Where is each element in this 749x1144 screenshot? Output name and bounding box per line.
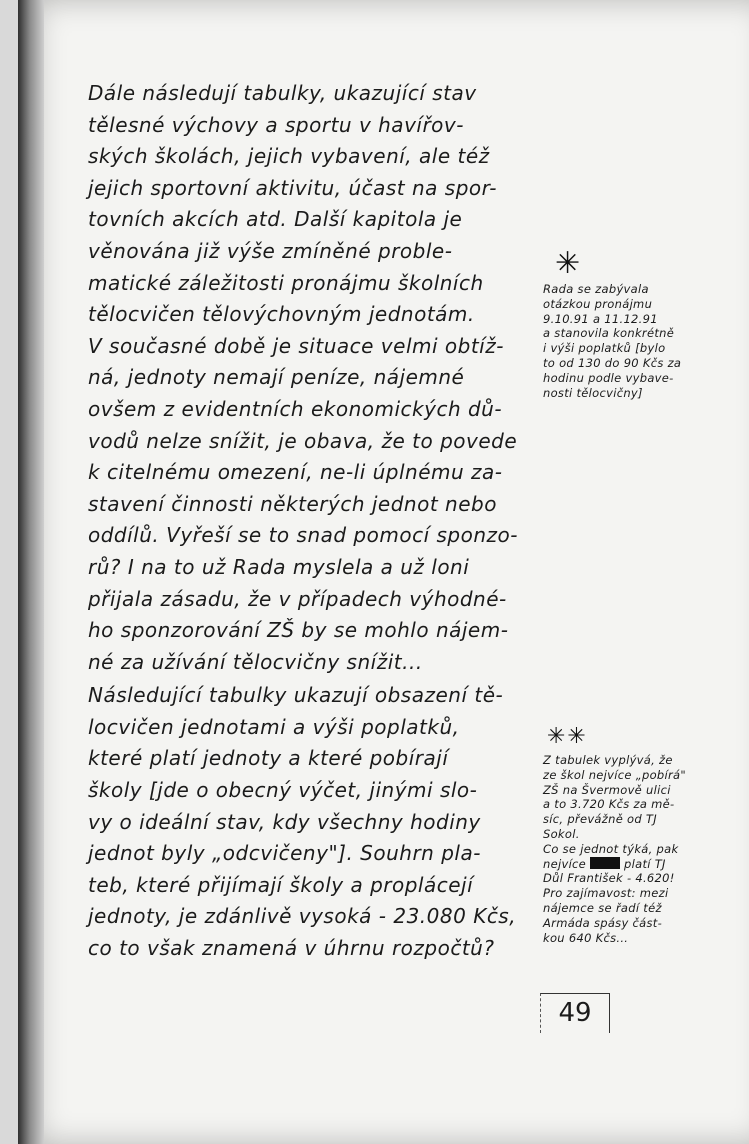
side-note-2-redacted-line <box>543 857 733 872</box>
main-paragraph1-line: tělesné výchovy a sportu v havířov- <box>88 112 464 137</box>
side-note-2 <box>543 725 733 945</box>
note1-lines-line: Rada se zabývala <box>543 282 649 296</box>
note1-lines-line: 9.10.91 a 11.12.91 <box>543 311 658 326</box>
note2-lines_after-line: Důl František - 4.620! <box>543 871 675 886</box>
note2-lines_before-line: Z tabulek vyplývá, že <box>543 753 673 767</box>
main-paragraph1-line: tovních akcích atd. Další kapitola je <box>88 207 463 232</box>
note2-lines_before-line: a to 3.720 Kčs za mě- <box>543 797 675 812</box>
note2-lines_before-line: Co se jednot týká, pak <box>543 841 679 856</box>
note1-lines-line: nosti tělocvičny] <box>543 385 643 400</box>
main-paragraph2-line: které platí jednoty a které pobírají <box>88 746 449 771</box>
note2-lines_before-line: síc, převážně od TJ <box>543 812 657 827</box>
main-paragraph2-line: locvičen jednotami a výši poplatků, <box>88 714 460 739</box>
main-paragraph2-line: Následující tabulky ukazují obsazení tě- <box>88 683 504 708</box>
main-paragraph1-line: rů? I na to už Rada myslela a už loni <box>88 554 470 579</box>
main-paragraph2-line: teb, které přijímají školy a proplácejí <box>88 872 474 897</box>
main-paragraph1-line: ovšem z evidentních ekonomických dů- <box>88 396 503 421</box>
main-paragraph1-line: matické záležitosti pronájmu školních <box>88 270 484 295</box>
note2-lines_before-line: Sokol. <box>543 826 580 841</box>
main-paragraph2-line: jednoty, je zdánlivě vysoká - 23.080 Kčs, <box>88 904 517 929</box>
main-paragraph1-line: jejich sportovní aktivitu, účast na spor- <box>88 175 497 200</box>
main-paragraph1-line: vodů nelze snížit, je obava, že to povede <box>88 428 518 453</box>
redacted-line-start: nejvíce <box>543 856 587 871</box>
page-number-text: 49 <box>558 998 592 1028</box>
paragraph-2 <box>88 680 528 964</box>
asterisk-mark: ✳ <box>555 246 581 281</box>
main-paragraph2-line: vy o ideální stav, kdy všechny hodiny <box>88 809 481 834</box>
note2-lines_after-line: kou 640 Kčs... <box>543 930 629 945</box>
main-paragraph2-line: co to však znamená v úhrnu rozpočtů? <box>88 936 495 961</box>
note2-lines_before-line: ze škol nejvíce „pobírá" <box>543 767 686 782</box>
main-paragraph1-line: přijala zásadu, že v případech výhodné- <box>88 586 507 611</box>
note2-lines_after-line: nájemce se řadí též <box>543 900 662 915</box>
main-paragraph1-line: né za užívání tělocvičny snížit... <box>88 649 423 674</box>
double-asterisk-mark: ✳✳ <box>547 724 588 749</box>
main-paragraph1-line: ná, jednoty nemají peníze, nájemné <box>88 365 465 390</box>
side-note-2-text-before <box>543 753 733 857</box>
main-paragraph1-line: věnována již výše zmíněné proble- <box>88 238 453 263</box>
note2-lines_after-line: Pro zajímavost: mezi <box>543 886 669 901</box>
main-text <box>88 78 528 965</box>
main-paragraph1-line: Dále následují tabulky, ukazující stav <box>88 81 477 105</box>
note1-lines-line: to od 130 do 90 Kčs za <box>543 355 682 370</box>
page-number <box>540 993 610 1033</box>
page-number-box <box>540 993 610 1033</box>
main-paragraph1-line: ských školách, jejich vybavení, ale též <box>88 144 490 169</box>
main-paragraph1-line: tělocvičen tělovýchovným jednotám. <box>88 302 475 327</box>
main-paragraph1-line: stavení činnosti některých jednot nebo <box>88 491 497 516</box>
note1-lines-line: hodinu podle vybave- <box>543 370 674 385</box>
main-paragraph1-line: V současné době je situace velmi obtíž- <box>88 333 504 358</box>
main-paragraph2-line: školy [jde o obecný výčet, jinými slo- <box>88 778 478 803</box>
main-paragraph1-line: k citelnému omezení, ne-li úplnému za- <box>88 460 503 485</box>
note1-lines-line: i výši poplatků [bylo <box>543 341 666 356</box>
book-spine-shadow <box>18 0 44 1144</box>
document-page <box>18 0 749 1144</box>
paragraph-1 <box>88 78 528 678</box>
note2-lines_before-line: ZŠ na Švermově ulici <box>543 782 671 797</box>
note1-lines-line: otázkou pronájmu <box>543 296 653 311</box>
side-note-1-text <box>543 282 733 400</box>
main-paragraph2-line: jednot byly „odcvičeny"]. Souhrn pla- <box>88 841 481 866</box>
note2-lines_after-line: Armáda spásy část- <box>543 915 663 930</box>
redacted-line-end: platí TJ <box>624 856 666 871</box>
main-paragraph1-line: oddílů. Vyřeší se to snad pomocí sponzo- <box>88 523 518 548</box>
redaction-bar <box>590 857 620 869</box>
side-note-1 <box>543 246 733 400</box>
side-note-2-text-after <box>543 871 733 945</box>
note1-lines-line: a stanovila konkrétně <box>543 326 675 341</box>
main-paragraph1-line: ho sponzorování ZŠ by se mohlo nájem- <box>88 618 509 643</box>
